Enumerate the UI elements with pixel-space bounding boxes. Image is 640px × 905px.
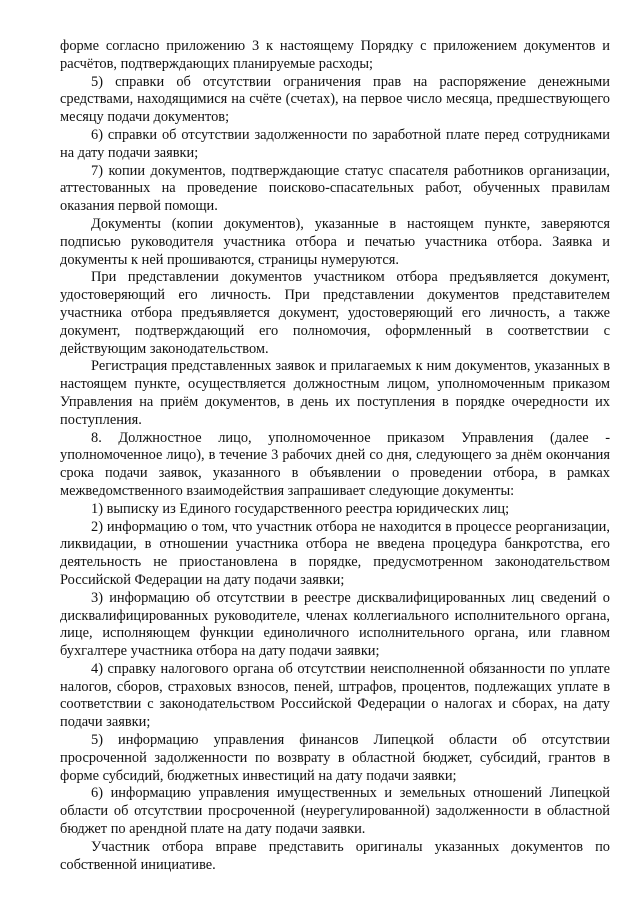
list-item-5-finance-debt: 5) информацию управления финансов Липецкой области об отсутствии просроченной задолженности по возврату в областной бюджет, субсидий, грантов в форме субсидий, бюджетных инвестиций на дату подачи заявки;	[60, 732, 610, 784]
list-item-6-salary-debt: 6) справки об отсутствии задолженности по заработной плате перед сотрудниками на дату подачи заявки;	[60, 126, 610, 161]
list-item-5-bank-restriction: 5) справки об отсутствии ограничения прав на распоряжение денежными средствами, находящимися на счёте (счетах), на первое число месяца, предшествующего месяцу подачи документов;	[60, 73, 610, 126]
paragraph-registration: Регистрация представленных заявок и прилагаемых к ним документов, указанных в настоящем пункте, осуществляется должностным лицом, уполномоченным приказом Управления на приём документов, в день их поступления в порядке очередности их поступления.	[60, 358, 610, 428]
list-item-7-rescuer-documents: 7) копии документов, подтверждающие статус спасателя работников организации, аттестованных на проведение поисково-спасательных работ, обученных правилам оказания первой помощи.	[60, 162, 610, 215]
paragraph-section-8: 8. Должностное лицо, уполномоченное приказом Управления (далее - уполномоченное лицо), в течение 3 рабочих дней со дня, следующего за днём окончания срока подачи заявок, указанного в объявлении о проведении отбора, в рамках межведомственного взаимодействия запрашивает следующие документы:	[60, 429, 610, 499]
paragraph-identity-document: При представлении документов участником отбора предъявляется документ, удостоверяющий его личность. При представлении документов представителем участника отбора предъявляется документ, удостоверяющий его личность, а также документ, подтверждающий его полномочия, оформленный в соответствии с действующим законодательством.	[60, 269, 610, 357]
list-item-2-reorganization-info: 2) информацию о том, что участник отбора не находится в процессе реорганизации, ликвидации, в отношении участника отбора не введена процедура банкротства, его деятельность не приостановлена в порядке, предусмотренном законодательством Российской Федерации на дату подачи заявки;	[60, 518, 610, 588]
paragraph-originals-right: Участник отбора вправе представить оригиналы указанных документов по собственной инициативе.	[60, 838, 610, 873]
paragraph-continuation: форме согласно приложению 3 к настоящему Порядку с приложением документов и расчётов, подтверждающих планируемые расходы;	[60, 38, 610, 72]
list-item-1-egrul-extract: 1) выписку из Единого государственного реестра юридических лиц;	[91, 500, 510, 517]
list-item-6-rent-debt: 6) информацию управления имущественных и земельных отношений Липецкой области об отсутствии просроченной (неурегулированной) задолженности в областной бюджет по арендной плате на дату подачи заявки.	[60, 785, 610, 838]
paragraph-documents-certification: Документы (копии документов), указанные в настоящем пункте, заверяются подписью руководителя участника отбора и печатью участника отбора. Заявка и документы к ней прошиваются, страницы нумеруются.	[60, 215, 610, 268]
list-item-4-tax-certificate: 4) справку налогового органа об отсутствии неисполненной обязанности по уплате налогов, сборов, страховых взносов, пеней, штрафов, процентов, подлежащих уплате в соответствии с законодательством Российской Федерации о налогах и сборах, на дату подачи заявки;	[60, 660, 610, 731]
list-item-3-disqualified-persons: 3) информацию об отсутствии в реестре дисквалифицированных лиц сведений о дисквалифицированных руководителе, членах коллегиального исполнительного органа, лице, исполняющем функции единоличного исполнительного органа, или главном бухгалтере участника отбора на дату подачи заявки;	[60, 589, 610, 660]
